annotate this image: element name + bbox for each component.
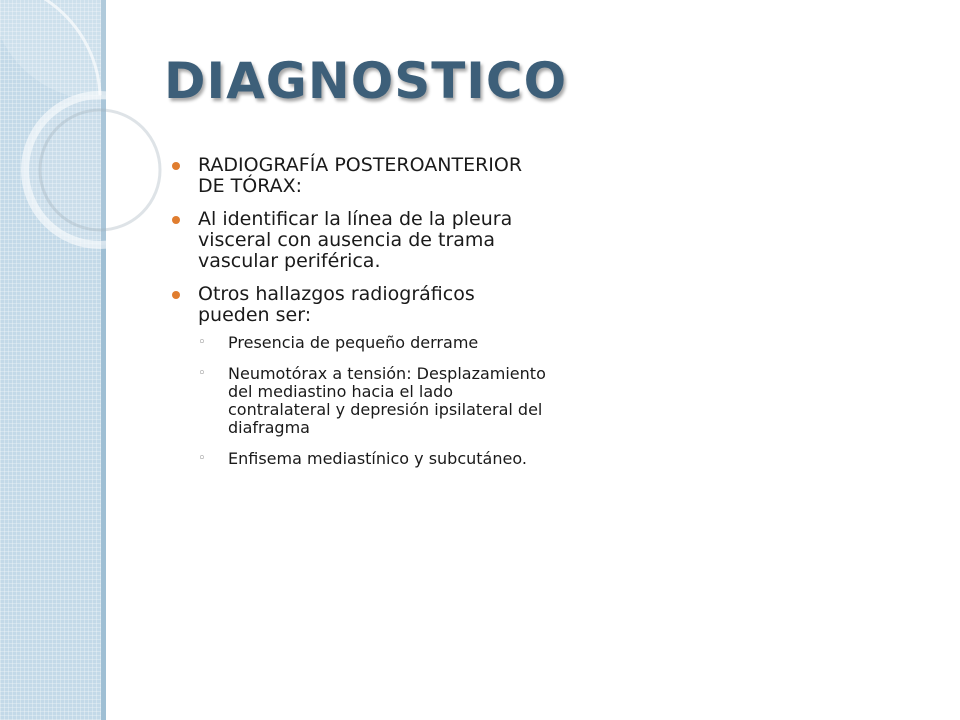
bullet-radiografia	[168, 155, 548, 197]
bullet-text: Otros hallazgos radiográficos pueden ser:	[198, 283, 475, 326]
sub-bullet-text: Presencia de pequeño derrame	[228, 333, 479, 352]
sub-bullet-marker: ◦	[198, 366, 206, 381]
sub-bullet-text: Neumotórax a tensión: Desplazamiento del mediastino hacia el lado contralateral y depresión ipsilateral del diafragma	[228, 364, 546, 437]
slide-content	[168, 155, 548, 481]
sub-bullet-derrame	[198, 334, 548, 352]
bullet-text: RADIOGRAFÍA POSTEROANTERIOR DE TÓRAX:	[198, 154, 523, 197]
sub-bullet-marker: ◦	[198, 451, 206, 466]
slide-title: DIAGNOSTICO	[164, 52, 568, 110]
bullet-dot	[172, 162, 180, 170]
decorative-ring	[25, 95, 175, 245]
bullet-dot	[172, 216, 180, 224]
bullet-text: Al identificar la línea de la pleura visceral con ausencia de trama vascular periférica.	[198, 208, 513, 272]
bullet-pleura	[168, 209, 548, 272]
bullet-list	[168, 155, 548, 468]
sub-bullet-marker: ◦	[198, 335, 206, 350]
sub-bullet-enfisema	[198, 450, 548, 468]
bullet-otros-hallazgos	[168, 284, 548, 468]
sub-bullet-list	[198, 334, 548, 468]
sub-bullet-neumotorax	[198, 365, 548, 437]
bullet-dot	[172, 291, 180, 299]
sub-bullet-text: Enfisema mediastínico y subcutáneo.	[228, 449, 527, 468]
